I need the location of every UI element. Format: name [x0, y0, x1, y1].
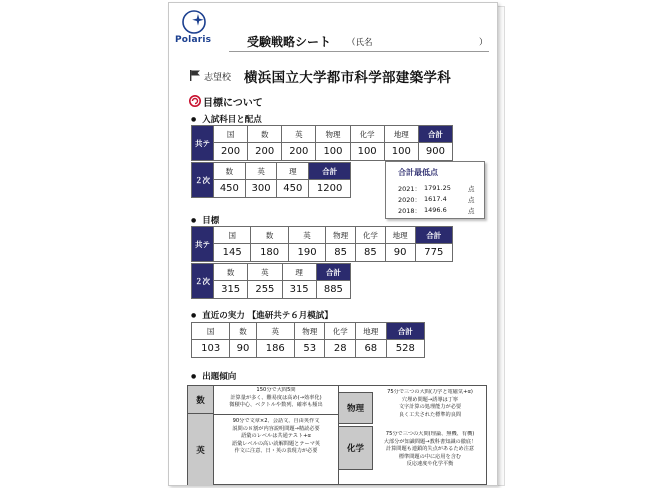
header-divider — [229, 51, 489, 52]
target-kyotsu-table — [191, 226, 453, 262]
value-cell: 255 — [248, 281, 282, 299]
min-score-year: 2021： — [398, 185, 422, 193]
polaris-star-icon — [179, 9, 209, 35]
min-score-value: 1617.4 — [424, 195, 447, 203]
minimum-score-box — [385, 161, 485, 219]
value-cell-total: 775 — [415, 244, 452, 262]
strategy-sheet — [168, 2, 498, 486]
value-cell: 68 — [356, 340, 387, 358]
name-field-label: （氏名 — [347, 38, 373, 48]
header-cell: 物理 — [326, 227, 356, 244]
value-cell: 315 — [214, 281, 248, 299]
label-kyotsu: 共テ — [192, 126, 214, 161]
value-cell: 315 — [282, 281, 316, 299]
heading-trends: ● 出題傾向 — [191, 370, 236, 382]
subject-label-chemistry: 化学 — [339, 426, 373, 470]
header-cell: 化学 — [356, 227, 386, 244]
value-cell: 200 — [282, 143, 316, 161]
header-cell: 理 — [277, 163, 309, 180]
value-cell: 85 — [326, 244, 356, 262]
header-cell: 数 — [251, 227, 288, 244]
header-cell: 英 — [256, 323, 294, 340]
minimum-score-title: 合計最低点 — [398, 168, 438, 177]
header-cell: 数 — [214, 264, 248, 281]
header-cell: 理 — [282, 264, 316, 281]
value-cell: 300 — [245, 180, 277, 198]
header-cell: 地理 — [385, 227, 415, 244]
header-cell: 物理 — [316, 126, 350, 143]
min-score-year: 2018： — [398, 207, 422, 215]
label-kyotsu: 共テ — [192, 227, 214, 262]
min-score-value: 1791.25 — [424, 184, 451, 192]
header-cell: 英 — [248, 264, 282, 281]
header-cell: 国 — [214, 126, 248, 143]
value-cell: 90 — [385, 244, 415, 262]
value-cell: 85 — [356, 244, 386, 262]
label-niji: ２次 — [192, 264, 214, 299]
header-cell: 化学 — [325, 323, 356, 340]
header-cell: 国 — [214, 227, 251, 244]
header-cell: 地理 — [384, 126, 418, 143]
target-section-icon — [189, 95, 201, 107]
subject-label-physics: 物理 — [339, 392, 373, 424]
logo-text: Polaris — [175, 35, 212, 45]
value-cell: 53 — [294, 340, 325, 358]
recent-score-table — [191, 322, 425, 358]
school-name: 横浜国立大学都市科学部建築学科 — [244, 70, 451, 86]
header-cell: 地理 — [356, 323, 387, 340]
header-cell-total: 合計 — [386, 323, 424, 340]
header-cell: 数 — [230, 323, 256, 340]
subject-label-english: 英 — [188, 414, 214, 486]
header-cell: 国 — [192, 323, 230, 340]
header-cell-total: 合計 — [415, 227, 452, 244]
min-score-unit: 点 — [468, 185, 475, 193]
header-cell: 英 — [282, 126, 316, 143]
value-cell: 450 — [214, 180, 246, 198]
min-score-unit: 点 — [468, 196, 475, 204]
target-niji-table — [191, 263, 351, 299]
divider — [214, 414, 338, 415]
header-cell: 英 — [288, 227, 325, 244]
value-cell: 103 — [192, 340, 230, 358]
page-title: 受験戦略シート — [247, 35, 332, 49]
value-cell: 100 — [384, 143, 418, 161]
value-cell: 200 — [248, 143, 282, 161]
header-cell: 化学 — [350, 126, 384, 143]
header-cell: 数 — [214, 163, 246, 180]
header-cell-total: 合計 — [309, 163, 351, 180]
school-label: 志望校 — [204, 73, 232, 83]
heading-target: ● 目標 — [191, 214, 219, 226]
trends-box — [187, 385, 487, 485]
value-cell: 180 — [251, 244, 288, 262]
header-cell-total: 合計 — [316, 264, 350, 281]
min-score-unit: 点 — [468, 207, 475, 215]
subject-label-math: 数 — [188, 386, 214, 414]
heading-recent: ● 直近の実力 【進研共テ６月模試】 — [191, 309, 333, 321]
value-cell: 100 — [350, 143, 384, 161]
trend-note-english: 90分で文章×2、会話文、自由英作文 説問の８割が内容説明問題→精読必要 語彙のレベルは共通テスト+α 語彙レベルの高い読解問題とテーマ英 作文に注意、日・英の表現力が必要 — [231, 418, 321, 455]
value-cell-total: 900 — [418, 143, 452, 161]
header-cell: 数 — [248, 126, 282, 143]
label-niji: ２次 — [192, 163, 214, 198]
trend-note-math: 150分で大問5問 計算量が多く、難易度は高め(→効率化) 微積中心、ベクトルや数列、確率も頻出 — [229, 387, 323, 409]
min-score-year: 2020： — [398, 196, 422, 204]
header-cell-total: 合計 — [418, 126, 452, 143]
name-field-close: ） — [479, 38, 488, 48]
section-title-goals: 目標について — [203, 98, 263, 109]
value-cell-total: 885 — [316, 281, 350, 299]
value-cell: 190 — [288, 244, 325, 262]
trend-note-chemistry: 75分で三つの大問(理論、無機、有機) 大部分が知識問題→教科書知識の徹底！ 計算問題も連鎖的失点があるため注意 標準問題の中に応用を含む 反応速度や化学平衡 — [383, 431, 477, 468]
value-cell: 450 — [277, 180, 309, 198]
exam-kyotsu-table — [191, 125, 453, 161]
header-cell: 英 — [245, 163, 277, 180]
value-cell: 200 — [214, 143, 248, 161]
exam-niji-table — [191, 162, 351, 198]
value-cell: 100 — [316, 143, 350, 161]
value-cell: 90 — [230, 340, 256, 358]
value-cell-total: 1200 — [309, 180, 351, 198]
value-cell: 145 — [214, 244, 251, 262]
trend-note-physics: 75分で三つの大問(力学と電磁気+α) 穴埋め問題→誘導は丁寧 文字計算の処理能力が必要 良く工夫された標準的良問 — [387, 389, 473, 418]
heading-exam-points: ● 入試科目と配点 — [191, 113, 262, 125]
value-cell-total: 528 — [386, 340, 424, 358]
min-score-value: 1496.6 — [424, 206, 447, 214]
value-cell: 28 — [325, 340, 356, 358]
header-cell: 物理 — [294, 323, 325, 340]
flag-icon — [189, 69, 201, 81]
value-cell: 186 — [256, 340, 294, 358]
